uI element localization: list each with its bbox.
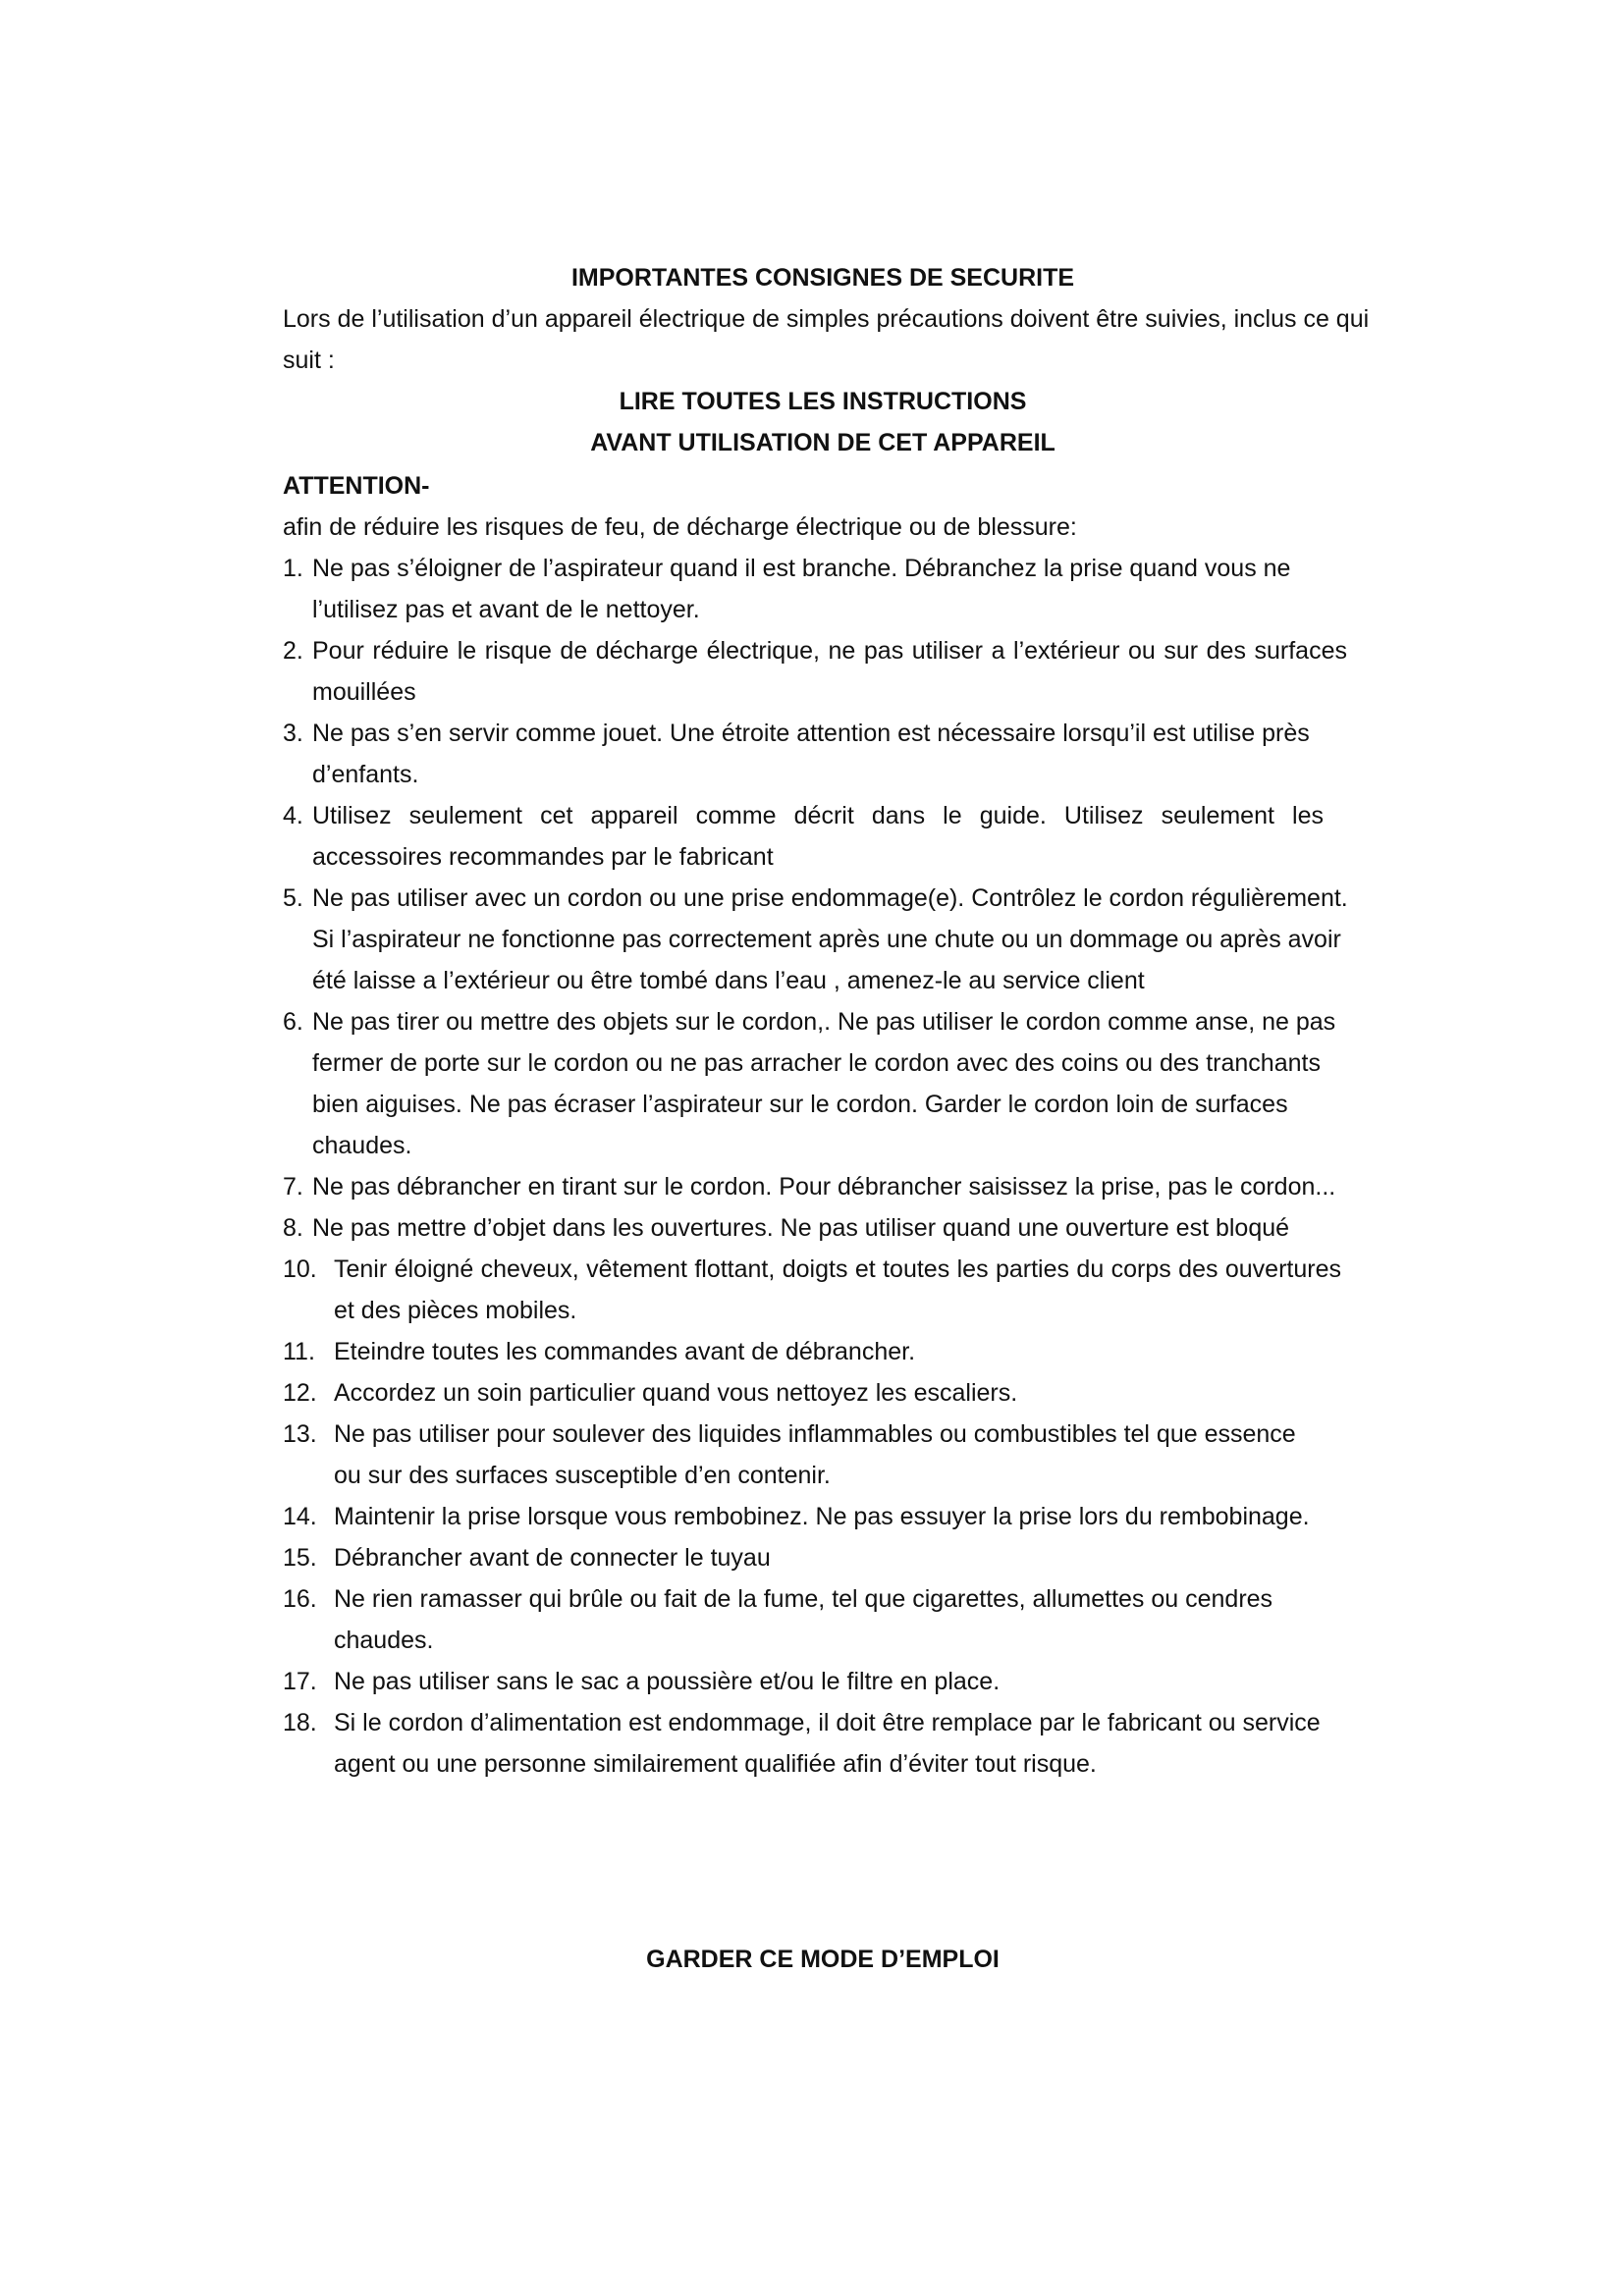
list-item	[283, 630, 1347, 713]
list-item	[283, 713, 1349, 795]
list-item	[283, 1537, 1363, 1578]
list-item-text: Ne pas utiliser sans le sac a poussière et/ou le filtre en place.	[334, 1668, 1001, 1695]
list-item-text: Ne pas s’en servir comme jouet. Une étroite attention est nécessaire lorsqu’il est utilise près d’enfants.	[312, 720, 1310, 788]
safety-list	[283, 548, 1382, 1785]
list-item	[283, 795, 1324, 878]
list-item	[283, 548, 1304, 630]
list-item-text: Débrancher avant de connecter le tuyau	[334, 1544, 771, 1572]
list-item-text: Maintenir la prise lorsque vous rembobinez. Ne pas essuyer la prise lors du rembobinage.	[334, 1503, 1310, 1530]
intro-paragraph: Lors de l’utilisation d’un appareil électrique de simples précautions doivent être suivies, inclus ce qui suit :	[283, 305, 1370, 374]
list-item-text: Pour réduire le risque de décharge électrique, ne pas utiliser a l’extérieur ou sur des surfaces mouillées	[312, 637, 1347, 706]
list-item-number: 13.	[283, 1420, 324, 1448]
list-item	[283, 1207, 1363, 1249]
page-title: IMPORTANTES CONSIGNES DE SECURITE	[570, 264, 1075, 292]
list-item-text: Eteindre toutes les commandes avant de débrancher.	[334, 1338, 916, 1365]
list-item-number: 2.	[283, 637, 310, 665]
subtitle-line-1: LIRE TOUTES LES INSTRUCTIONS	[619, 388, 1027, 415]
list-item-number: 14.	[283, 1503, 324, 1530]
list-item-number: 15.	[283, 1544, 324, 1572]
list-item-number: 17.	[283, 1668, 324, 1695]
list-item-number: 6.	[283, 1008, 310, 1036]
list-item	[283, 1414, 1324, 1496]
list-item	[283, 1496, 1363, 1537]
list-item-text: Utilisez seulement cet appareil comme décrit dans le guide. Utilisez seulement les accessoires recommandes par le fabricant	[312, 802, 1324, 871]
list-item-number: 12.	[283, 1379, 324, 1407]
list-item-number: 8.	[283, 1214, 310, 1242]
list-item-number: 3.	[283, 720, 310, 747]
list-item	[283, 1166, 1375, 1207]
footer-notice: GARDER CE MODE D’EMPLOI	[646, 1946, 1000, 1973]
list-item-text: Accordez un soin particulier quand vous nettoyez les escaliers.	[334, 1379, 1018, 1407]
list-item-text: Tenir éloigné cheveux, vêtement flottant, doigts et toutes les parties du corps des ouvertures et des pièces mobiles.	[334, 1255, 1341, 1324]
list-item	[283, 1372, 1363, 1414]
list-item	[283, 1578, 1324, 1661]
list-item-text: Si le cordon d’alimentation est endommage, il doit être remplace par le fabricant ou service agent ou une personne similairement qualifiée afin d’éviter tout risque.	[334, 1709, 1321, 1778]
list-item-number: 1.	[283, 555, 310, 582]
list-item-text: Ne pas débrancher en tirant sur le cordon. Pour débrancher saisissez la prise, pas le cordon...	[312, 1173, 1336, 1201]
list-item-number: 11.	[283, 1338, 322, 1365]
list-item-number: 16.	[283, 1585, 324, 1613]
list-item-text: Ne pas utiliser avec un cordon ou une prise endommage(e). Contrôlez le cordon régulièrement. Si l’aspirateur ne fonctionne pas correctement après une chute ou un dommage ou après avoir été laisse a l’extérieur ou être tombé dans l’eau , amenez-le au service client	[312, 884, 1348, 994]
attention-label: ATTENTION-	[283, 472, 430, 500]
attention-text: afin de réduire les risques de feu, de décharge électrique ou de blessure:	[283, 513, 1077, 541]
list-item-text: Ne pas s’éloigner de l’aspirateur quand il est branche. Débranchez la prise quand vous ne l’utilisez pas et avant de le nettoyer.	[312, 555, 1291, 623]
list-item-text: Ne pas mettre d’objet dans les ouvertures. Ne pas utiliser quand une ouverture est bloqué	[312, 1214, 1290, 1242]
list-item-text: Ne rien ramasser qui brûle ou fait de la fume, tel que cigarettes, allumettes ou cendres chaudes.	[334, 1585, 1273, 1654]
list-item	[283, 1331, 1363, 1372]
list-item	[283, 1702, 1324, 1785]
document-body	[283, 257, 1382, 1785]
list-item-text: Ne pas tirer ou mettre des objets sur le cordon,. Ne pas utiliser le cordon comme anse, ne pas fermer de porte sur le cordon ou ne pas arracher le cordon avec des coins ou des tranchants bien aiguises. Ne pas écraser l’aspirateur sur le cordon. Garder le cordon loin de surfaces chaudes.	[312, 1008, 1336, 1159]
list-item	[283, 1249, 1341, 1331]
list-item-number: 7.	[283, 1173, 310, 1201]
list-item-text: Ne pas utiliser pour soulever des liquides inflammables ou combustibles tel que essence ou sur des surfaces susceptible d’en contenir.	[334, 1420, 1296, 1489]
list-item-number: 5.	[283, 884, 310, 912]
list-item-number: 18.	[283, 1709, 324, 1736]
subtitle-line-2: AVANT UTILISATION DE CET APPAREIL	[590, 429, 1056, 456]
list-item-number: 4.	[283, 802, 310, 829]
list-item-number: 10.	[283, 1255, 324, 1283]
list-item	[283, 878, 1353, 1001]
list-item	[283, 1661, 1324, 1702]
list-item	[283, 1001, 1353, 1166]
